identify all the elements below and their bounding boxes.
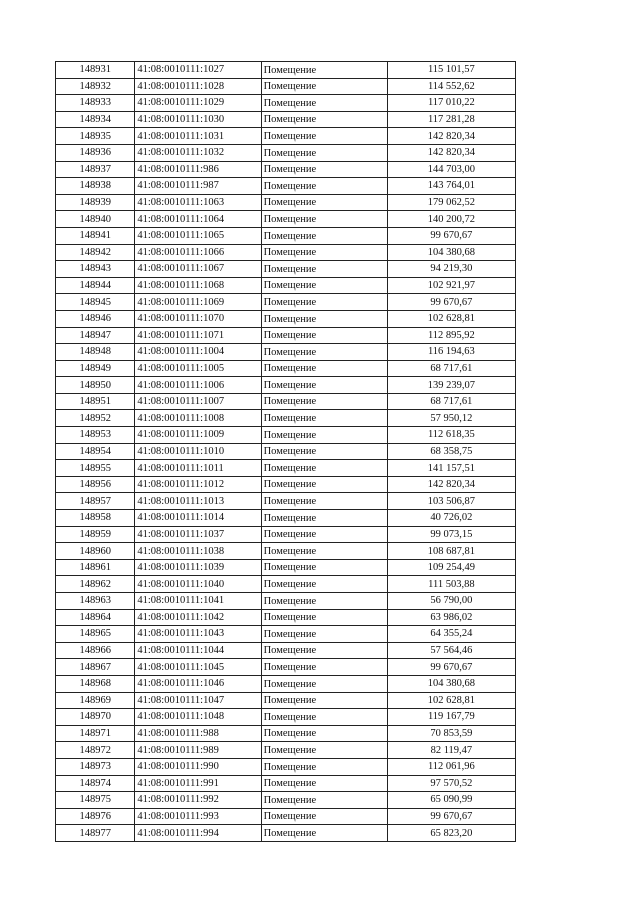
row-number-cell: 148942: [56, 244, 135, 261]
cadastral-number-cell: 41:08:0010111:1047: [135, 692, 261, 709]
object-type-cell: Помещение: [261, 792, 387, 809]
table-row: [56, 62, 516, 79]
table-row: [56, 808, 516, 825]
cadastral-number-cell: 41:08:0010111:1006: [135, 377, 261, 394]
cadastral-value-cell: 108 687,81: [387, 543, 515, 560]
table-row: [56, 742, 516, 759]
table-row: [56, 659, 516, 676]
object-type-cell: Помещение: [261, 526, 387, 543]
table-row: [56, 510, 516, 527]
object-type-cell: Помещение: [261, 460, 387, 477]
object-type-cell: Помещение: [261, 775, 387, 792]
table-row: [56, 476, 516, 493]
cadastral-value-cell: 179 062,52: [387, 194, 515, 211]
cadastral-number-cell: 41:08:0010111:993: [135, 808, 261, 825]
cadastral-number-cell: 41:08:0010111:994: [135, 825, 261, 842]
cadastral-number-cell: 41:08:0010111:1048: [135, 709, 261, 726]
cadastral-value-cell: 104 380,68: [387, 675, 515, 692]
table-row: [56, 526, 516, 543]
cadastral-number-cell: 41:08:0010111:1008: [135, 410, 261, 427]
cadastral-number-cell: 41:08:0010111:1012: [135, 476, 261, 493]
cadastral-number-cell: 41:08:0010111:992: [135, 792, 261, 809]
cadastral-value-cell: 68 358,75: [387, 443, 515, 460]
cadastral-value-cell: 143 764,01: [387, 178, 515, 195]
object-type-cell: Помещение: [261, 825, 387, 842]
cadastral-number-cell: 41:08:0010111:1031: [135, 128, 261, 145]
row-number-cell: 148933: [56, 95, 135, 112]
row-number-cell: 148948: [56, 344, 135, 361]
table-row: [56, 327, 516, 344]
object-type-cell: Помещение: [261, 443, 387, 460]
object-type-cell: Помещение: [261, 675, 387, 692]
row-number-cell: 148946: [56, 310, 135, 327]
cadastral-number-cell: 41:08:0010111:1042: [135, 609, 261, 626]
cadastral-number-cell: 41:08:0010111:1039: [135, 559, 261, 576]
cadastral-value-cell: 104 380,68: [387, 244, 515, 261]
row-number-cell: 148935: [56, 128, 135, 145]
cadastral-value-cell: 109 254,49: [387, 559, 515, 576]
table-row: [56, 559, 516, 576]
cadastral-value-cell: 97 570,52: [387, 775, 515, 792]
row-number-cell: 148937: [56, 161, 135, 178]
cadastral-number-cell: 41:08:0010111:991: [135, 775, 261, 792]
table-row: [56, 593, 516, 610]
object-type-cell: Помещение: [261, 626, 387, 643]
cadastral-number-cell: 41:08:0010111:1071: [135, 327, 261, 344]
cadastral-value-cell: 117 281,28: [387, 111, 515, 128]
cadastral-value-cell: 94 219,30: [387, 261, 515, 278]
table-row: [56, 427, 516, 444]
table-row: [56, 227, 516, 244]
row-number-cell: 148957: [56, 493, 135, 510]
row-number-cell: 148962: [56, 576, 135, 593]
cadastral-value-cell: 111 503,88: [387, 576, 515, 593]
table-row: [56, 626, 516, 643]
cadastral-value-cell: 57 564,46: [387, 642, 515, 659]
cadastral-value-cell: 142 820,34: [387, 144, 515, 161]
object-type-cell: Помещение: [261, 410, 387, 427]
table-row: [56, 393, 516, 410]
cadastral-number-cell: 41:08:0010111:1013: [135, 493, 261, 510]
object-type-cell: Помещение: [261, 310, 387, 327]
table-row: [56, 642, 516, 659]
object-type-cell: Помещение: [261, 593, 387, 610]
object-type-cell: Помещение: [261, 161, 387, 178]
table-row: [56, 775, 516, 792]
row-number-cell: 148949: [56, 360, 135, 377]
object-type-cell: Помещение: [261, 808, 387, 825]
table-row: [56, 144, 516, 161]
row-number-cell: 148968: [56, 675, 135, 692]
cadastral-value-cell: 117 010,22: [387, 95, 515, 112]
cadastral-value-cell: 70 853,59: [387, 725, 515, 742]
cadastral-number-cell: 41:08:0010111:1011: [135, 460, 261, 477]
row-number-cell: 148977: [56, 825, 135, 842]
row-number-cell: 148973: [56, 758, 135, 775]
cadastral-number-cell: 41:08:0010111:1064: [135, 211, 261, 228]
object-type-cell: Помещение: [261, 128, 387, 145]
table-row: [56, 78, 516, 95]
cadastral-number-cell: 41:08:0010111:990: [135, 758, 261, 775]
row-number-cell: 148939: [56, 194, 135, 211]
cadastral-number-cell: 41:08:0010111:1009: [135, 427, 261, 444]
cadastral-value-cell: 112 895,92: [387, 327, 515, 344]
object-type-cell: Помещение: [261, 427, 387, 444]
object-type-cell: Помещение: [261, 111, 387, 128]
table-row: [56, 725, 516, 742]
object-type-cell: Помещение: [261, 742, 387, 759]
cadastral-number-cell: 41:08:0010111:986: [135, 161, 261, 178]
cadastral-number-cell: 41:08:0010111:1070: [135, 310, 261, 327]
row-number-cell: 148947: [56, 327, 135, 344]
table-row: [56, 675, 516, 692]
table-row: [56, 493, 516, 510]
row-number-cell: 148938: [56, 178, 135, 195]
object-type-cell: Помещение: [261, 725, 387, 742]
cadastral-number-cell: 41:08:0010111:987: [135, 178, 261, 195]
row-number-cell: 148975: [56, 792, 135, 809]
cadastral-value-cell: 99 670,67: [387, 808, 515, 825]
row-number-cell: 148954: [56, 443, 135, 460]
cadastral-number-cell: 41:08:0010111:1010: [135, 443, 261, 460]
table-row: [56, 792, 516, 809]
cadastral-value-cell: 142 820,34: [387, 476, 515, 493]
table-row: [56, 261, 516, 278]
table-row: [56, 178, 516, 195]
row-number-cell: 148941: [56, 227, 135, 244]
row-number-cell: 148950: [56, 377, 135, 394]
cadastral-number-cell: 41:08:0010111:1004: [135, 344, 261, 361]
cadastral-value-cell: 99 670,67: [387, 227, 515, 244]
cadastral-number-cell: 41:08:0010111:1037: [135, 526, 261, 543]
object-type-cell: Помещение: [261, 95, 387, 112]
row-number-cell: 148970: [56, 709, 135, 726]
cadastral-number-cell: 41:08:0010111:1063: [135, 194, 261, 211]
cadastral-number-cell: 41:08:0010111:1044: [135, 642, 261, 659]
cadastral-number-cell: 41:08:0010111:1007: [135, 393, 261, 410]
object-type-cell: Помещение: [261, 642, 387, 659]
object-type-cell: Помещение: [261, 178, 387, 195]
row-number-cell: 148940: [56, 211, 135, 228]
row-number-cell: 148951: [56, 393, 135, 410]
row-number-cell: 148959: [56, 526, 135, 543]
cadastral-value-cell: 68 717,61: [387, 360, 515, 377]
object-type-cell: Помещение: [261, 227, 387, 244]
object-type-cell: Помещение: [261, 194, 387, 211]
table-row: [56, 211, 516, 228]
table-row: [56, 344, 516, 361]
row-number-cell: 148969: [56, 692, 135, 709]
cadastral-value-cell: 99 670,67: [387, 659, 515, 676]
cadastral-value-cell: 99 073,15: [387, 526, 515, 543]
row-number-cell: 148932: [56, 78, 135, 95]
cadastral-value-cell: 65 823,20: [387, 825, 515, 842]
cadastral-value-cell: 63 986,02: [387, 609, 515, 626]
cadastral-value-cell: 56 790,00: [387, 593, 515, 610]
row-number-cell: 148976: [56, 808, 135, 825]
object-type-cell: Помещение: [261, 377, 387, 394]
object-type-cell: Помещение: [261, 609, 387, 626]
row-number-cell: 148931: [56, 62, 135, 79]
table-row: [56, 161, 516, 178]
table-row: [56, 277, 516, 294]
row-number-cell: 148955: [56, 460, 135, 477]
object-type-cell: Помещение: [261, 543, 387, 560]
cadastral-value-cell: 112 061,96: [387, 758, 515, 775]
row-number-cell: 148961: [56, 559, 135, 576]
property-registry-table: [55, 61, 516, 842]
cadastral-value-cell: 142 820,34: [387, 128, 515, 145]
cadastral-number-cell: 41:08:0010111:1030: [135, 111, 261, 128]
row-number-cell: 148965: [56, 626, 135, 643]
cadastral-number-cell: 41:08:0010111:1029: [135, 95, 261, 112]
cadastral-value-cell: 102 921,97: [387, 277, 515, 294]
object-type-cell: Помещение: [261, 559, 387, 576]
cadastral-number-cell: 41:08:0010111:988: [135, 725, 261, 742]
object-type-cell: Помещение: [261, 659, 387, 676]
row-number-cell: 148945: [56, 294, 135, 311]
object-type-cell: Помещение: [261, 692, 387, 709]
table-row: [56, 194, 516, 211]
object-type-cell: Помещение: [261, 78, 387, 95]
cadastral-number-cell: 41:08:0010111:989: [135, 742, 261, 759]
table-row: [56, 460, 516, 477]
object-type-cell: Помещение: [261, 758, 387, 775]
cadastral-value-cell: 141 157,51: [387, 460, 515, 477]
table-row: [56, 360, 516, 377]
row-number-cell: 148974: [56, 775, 135, 792]
row-number-cell: 148956: [56, 476, 135, 493]
cadastral-value-cell: 64 355,24: [387, 626, 515, 643]
row-number-cell: 148971: [56, 725, 135, 742]
cadastral-value-cell: 139 239,07: [387, 377, 515, 394]
cadastral-value-cell: 115 101,57: [387, 62, 515, 79]
table-row: [56, 95, 516, 112]
cadastral-number-cell: 41:08:0010111:1041: [135, 593, 261, 610]
row-number-cell: 148963: [56, 593, 135, 610]
object-type-cell: Помещение: [261, 493, 387, 510]
row-number-cell: 148934: [56, 111, 135, 128]
table-row: [56, 758, 516, 775]
cadastral-value-cell: 65 090,99: [387, 792, 515, 809]
object-type-cell: Помещение: [261, 360, 387, 377]
table-row: [56, 111, 516, 128]
table-row: [56, 443, 516, 460]
cadastral-value-cell: 144 703,00: [387, 161, 515, 178]
cadastral-value-cell: 103 506,87: [387, 493, 515, 510]
cadastral-number-cell: 41:08:0010111:1027: [135, 62, 261, 79]
cadastral-number-cell: 41:08:0010111:1069: [135, 294, 261, 311]
object-type-cell: Помещение: [261, 344, 387, 361]
table-row: [56, 410, 516, 427]
cadastral-value-cell: 119 167,79: [387, 709, 515, 726]
cadastral-value-cell: 112 618,35: [387, 427, 515, 444]
object-type-cell: Помещение: [261, 576, 387, 593]
row-number-cell: 148967: [56, 659, 135, 676]
object-type-cell: Помещение: [261, 327, 387, 344]
row-number-cell: 148953: [56, 427, 135, 444]
cadastral-number-cell: 41:08:0010111:1032: [135, 144, 261, 161]
cadastral-value-cell: 102 628,81: [387, 692, 515, 709]
cadastral-value-cell: 116 194,63: [387, 344, 515, 361]
row-number-cell: 148966: [56, 642, 135, 659]
table-row: [56, 128, 516, 145]
object-type-cell: Помещение: [261, 277, 387, 294]
cadastral-number-cell: 41:08:0010111:1068: [135, 277, 261, 294]
cadastral-number-cell: 41:08:0010111:1066: [135, 244, 261, 261]
cadastral-value-cell: 57 950,12: [387, 410, 515, 427]
cadastral-number-cell: 41:08:0010111:1046: [135, 675, 261, 692]
object-type-cell: Помещение: [261, 476, 387, 493]
object-type-cell: Помещение: [261, 294, 387, 311]
cadastral-value-cell: 114 552,62: [387, 78, 515, 95]
row-number-cell: 148958: [56, 510, 135, 527]
object-type-cell: Помещение: [261, 709, 387, 726]
table-row: [56, 825, 516, 842]
table-row: [56, 543, 516, 560]
cadastral-number-cell: 41:08:0010111:1040: [135, 576, 261, 593]
object-type-cell: Помещение: [261, 393, 387, 410]
cadastral-value-cell: 99 670,67: [387, 294, 515, 311]
row-number-cell: 148964: [56, 609, 135, 626]
object-type-cell: Помещение: [261, 211, 387, 228]
table-row: [56, 310, 516, 327]
object-type-cell: Помещение: [261, 62, 387, 79]
table-row: [56, 709, 516, 726]
table-row: [56, 377, 516, 394]
object-type-cell: Помещение: [261, 510, 387, 527]
row-number-cell: 148944: [56, 277, 135, 294]
object-type-cell: Помещение: [261, 144, 387, 161]
table-row: [56, 609, 516, 626]
cadastral-number-cell: 41:08:0010111:1014: [135, 510, 261, 527]
cadastral-number-cell: 41:08:0010111:1043: [135, 626, 261, 643]
cadastral-number-cell: 41:08:0010111:1005: [135, 360, 261, 377]
object-type-cell: Помещение: [261, 261, 387, 278]
row-number-cell: 148936: [56, 144, 135, 161]
table-row: [56, 294, 516, 311]
cadastral-number-cell: 41:08:0010111:1028: [135, 78, 261, 95]
table-row: [56, 692, 516, 709]
object-type-cell: Помещение: [261, 244, 387, 261]
registry-table-body: [56, 62, 516, 842]
cadastral-number-cell: 41:08:0010111:1065: [135, 227, 261, 244]
table-row: [56, 244, 516, 261]
cadastral-value-cell: 140 200,72: [387, 211, 515, 228]
table-row: [56, 576, 516, 593]
row-number-cell: 148960: [56, 543, 135, 560]
cadastral-number-cell: 41:08:0010111:1045: [135, 659, 261, 676]
row-number-cell: 148952: [56, 410, 135, 427]
cadastral-value-cell: 40 726,02: [387, 510, 515, 527]
cadastral-value-cell: 82 119,47: [387, 742, 515, 759]
cadastral-number-cell: 41:08:0010111:1067: [135, 261, 261, 278]
row-number-cell: 148972: [56, 742, 135, 759]
cadastral-value-cell: 102 628,81: [387, 310, 515, 327]
cadastral-number-cell: 41:08:0010111:1038: [135, 543, 261, 560]
row-number-cell: 148943: [56, 261, 135, 278]
cadastral-value-cell: 68 717,61: [387, 393, 515, 410]
